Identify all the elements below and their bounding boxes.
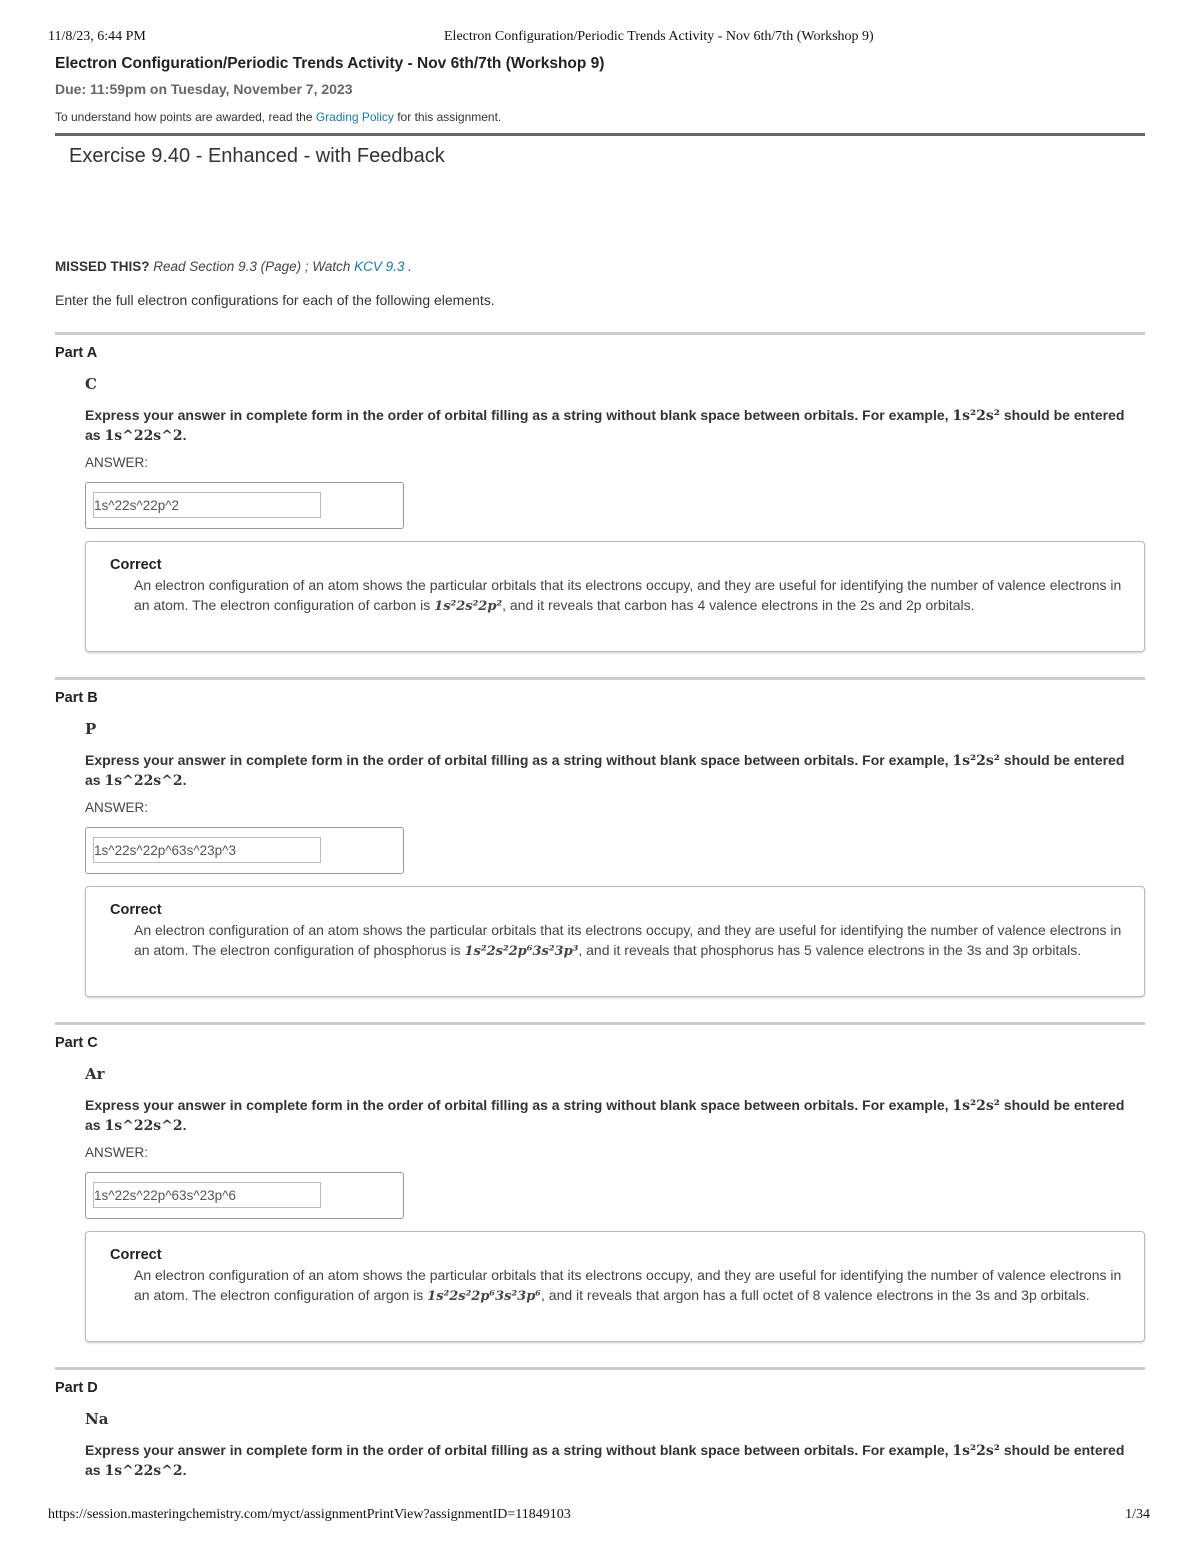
missed-this (55, 258, 1145, 276)
express-example-render: 1s²2s² (952, 1098, 1000, 1114)
answer-box (85, 827, 404, 874)
feedback-intro: An electron configuration of an atom shows the particular orbitals that its electrons occupy, and they are useful for identifying the number of valence electrons in an atom. (134, 577, 1122, 613)
express-instructions (85, 406, 1130, 446)
express-end: . (182, 1117, 187, 1133)
express-prefix: Express your answer in complete form in the order of orbital filling as a string without blank space between orbitals. For example, (85, 1097, 953, 1113)
express-mid: should be entered as (85, 752, 1125, 788)
print-datetime: 11/8/23, 6:44 PM (48, 29, 146, 44)
answer-label: ANSWER: (85, 455, 149, 470)
grading-policy-link[interactable]: Grading Policy (315, 110, 394, 124)
express-instructions (85, 751, 1130, 791)
answer-box (85, 1172, 404, 1219)
part-divider (55, 1367, 1145, 1370)
print-header (48, 29, 1150, 47)
answer-label: ANSWER: (85, 1145, 149, 1160)
express-prefix: Express your answer in complete form in the order of orbital filling as a string without blank space between orbitals. For example, (85, 752, 953, 768)
print-footer (48, 1507, 1150, 1525)
grading-note (55, 109, 1145, 125)
express-prefix: Express your answer in complete form in the order of orbital filling as a string without blank space between orbitals. For example, (85, 407, 953, 423)
grading-suffix: for this assignment. (393, 110, 502, 124)
feedback-text (134, 575, 1124, 617)
feedback-intro: An electron configuration of an atom shows the particular orbitals that its electrons occupy, and they are useful for identifying the number of valence electrons in an atom. (134, 1267, 1122, 1303)
answer-field[interactable]: 1s^22s^22p^63s^23p^6 (93, 1182, 321, 1208)
express-end: . (182, 427, 187, 443)
missed-read: Read Section 9.3 (Page) ; Watch (149, 259, 355, 274)
element-symbol: Ar (85, 1065, 105, 1083)
feedback-box (85, 886, 1145, 997)
express-example-render: 1s²2s² (952, 753, 1000, 769)
element-symbol: Na (85, 1410, 109, 1428)
element-symbol: P (85, 720, 97, 738)
feedback-intro: An electron configuration of an atom shows the particular orbitals that its electrons occupy, and they are useful for identifying the number of valence electrons in an atom. (134, 922, 1122, 958)
header-divider (55, 133, 1145, 136)
assignment-title: Electron Configuration/Periodic Trends Activity - Nov 6th/7th (Workshop 9) (55, 55, 605, 72)
print-title: Electron Configuration/Periodic Trends Activity - Nov 6th/7th (Workshop 9) (444, 29, 874, 44)
feedback-text (134, 1265, 1124, 1307)
express-instructions (85, 1096, 1130, 1136)
missed-label: MISSED THIS? (55, 259, 150, 274)
correct-label: Correct (110, 557, 162, 573)
express-mid: should be entered as (85, 407, 1125, 443)
feedback-suffix: , and it reveals that argon has a full octet of 8 valence electrons in the 3s and 3p orbitals. (541, 1287, 1090, 1303)
assignment-content (55, 53, 1145, 309)
express-example-text: 1s^22s^2 (104, 1463, 183, 1479)
feedback-prefix: The electron configuration of argon is (188, 1287, 428, 1303)
grading-prefix: To understand how points are awarded, read the (55, 110, 316, 124)
part-title: Part B (55, 690, 98, 706)
express-prefix: Express your answer in complete form in the order of orbital filling as a string without blank space between orbitals. For example, (85, 1442, 953, 1458)
instructions: Enter the full electron configurations for each of the following elements. (55, 292, 495, 308)
express-mid: should be entered as (85, 1097, 1125, 1133)
express-example-render: 1s²2s² (952, 1443, 1000, 1459)
missed-end: . (404, 259, 412, 274)
part-title: Part D (55, 1380, 98, 1396)
feedback-suffix: , and it reveals that carbon has 4 valence electrons in the 2s and 2p orbitals. (502, 597, 975, 613)
correct-label: Correct (110, 1247, 162, 1263)
express-end: . (182, 1462, 187, 1478)
answer-field[interactable]: 1s^22s^22p^2 (93, 492, 321, 518)
feedback-prefix: The electron configuration of phosphorus is (188, 942, 465, 958)
correct-label: Correct (110, 902, 162, 918)
express-example-text: 1s^22s^2 (104, 1118, 183, 1134)
part-divider (55, 677, 1145, 680)
answer-label: ANSWER: (85, 800, 149, 815)
part-title: Part C (55, 1035, 98, 1051)
express-end: . (182, 772, 187, 788)
element-symbol: C (85, 375, 97, 393)
part-title: Part A (55, 345, 98, 361)
express-instructions (85, 1441, 1130, 1481)
feedback-config: 1s²2s²2p⁶3s²3p⁶ (427, 1289, 541, 1304)
print-url: https://session.masteringchemistry.com/myct/assignmentPrintView?assignmentID=11849103 (48, 1507, 571, 1522)
part-d (55, 1367, 1145, 1487)
feedback-config: 1s²2s²2p⁶3s²3p³ (464, 944, 579, 959)
due-date: Due: 11:59pm on Tuesday, November 7, 2023 (55, 81, 353, 97)
feedback-box (85, 1231, 1145, 1342)
feedback-text (134, 920, 1124, 962)
answer-field[interactable]: 1s^22s^22p^63s^23p^3 (93, 837, 321, 863)
feedback-prefix: The electron configuration of carbon is (188, 597, 435, 613)
part-divider (55, 332, 1145, 335)
feedback-config: 1s²2s²2p² (434, 599, 503, 614)
page-number: 1/34 (1125, 1507, 1150, 1522)
answer-box (85, 482, 404, 529)
feedback-suffix: , and it reveals that phosphorus has 5 valence electrons in the 3s and 3p orbitals. (578, 942, 1082, 958)
express-mid: should be entered as (85, 1442, 1125, 1478)
feedback-box (85, 541, 1145, 652)
express-example-text: 1s^22s^2 (104, 773, 183, 789)
kcv-link[interactable]: KCV 9.3 (354, 259, 405, 274)
express-example-text: 1s^22s^2 (104, 428, 183, 444)
exercise-title: Exercise 9.40 - Enhanced - with Feedback (69, 145, 445, 167)
part-divider (55, 1022, 1145, 1025)
express-example-render: 1s²2s² (952, 408, 1000, 424)
